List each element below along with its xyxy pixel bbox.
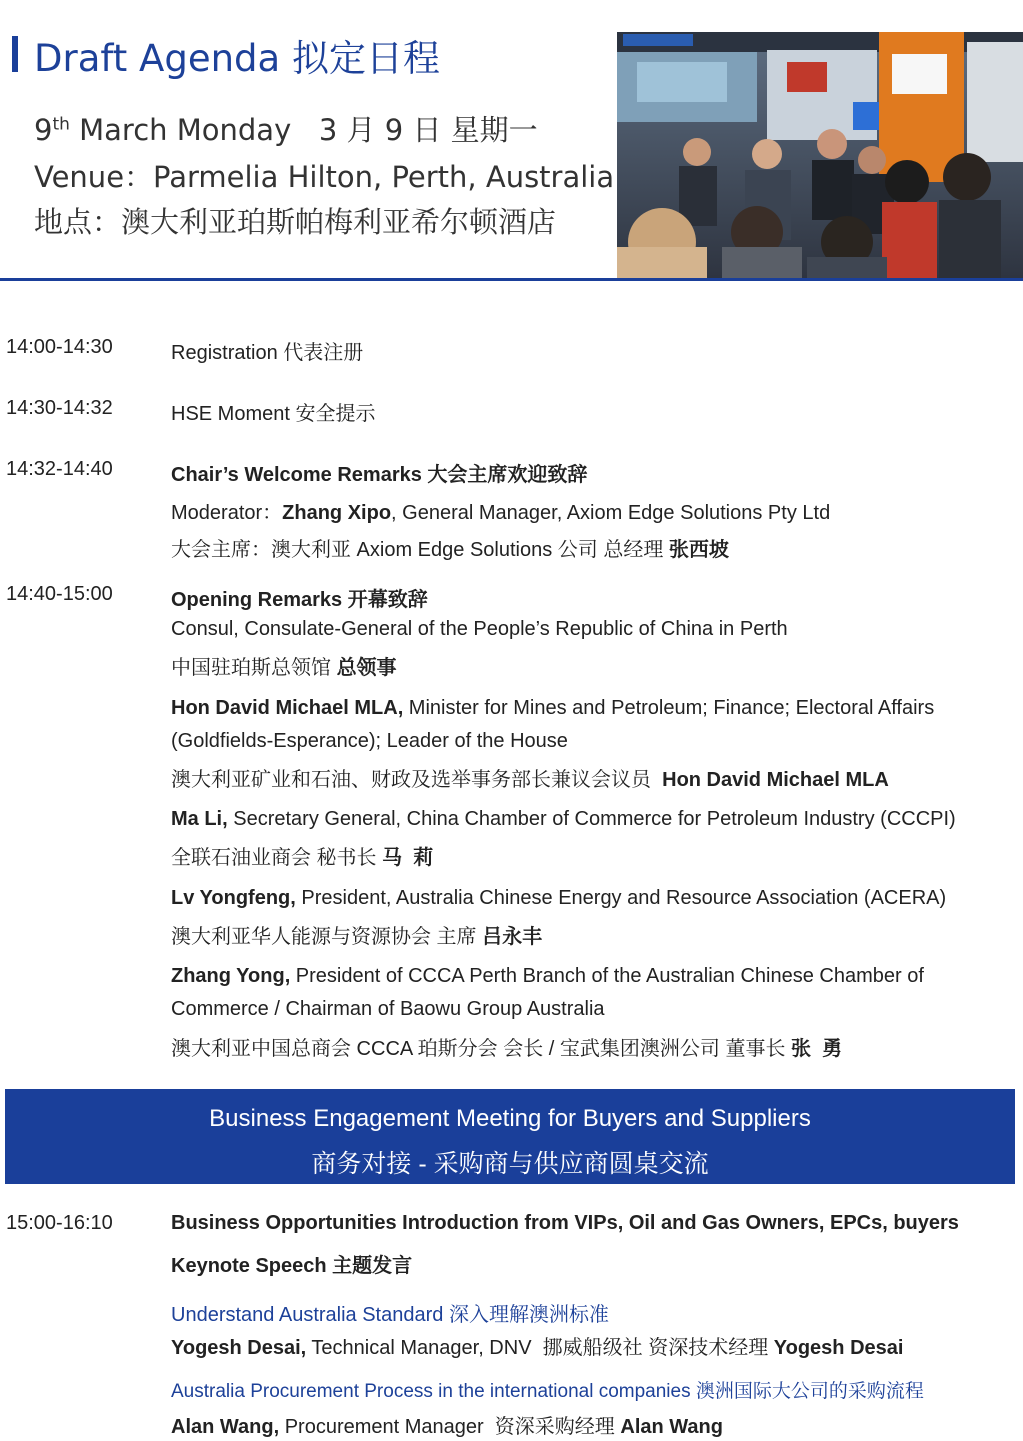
speaker-lv-cn-role: 澳大利亚华人能源与资源协会 主席 [171,926,483,948]
speaker-david-cn [171,763,889,792]
chair-moderator-en [171,496,830,525]
date-rest: March Monday 3 月 9 日 星期一 [69,113,538,147]
speaker-david-cn-name: Hon David Michael MLA [662,769,889,791]
moderator-role: , General Manager, Axiom Edge Solutions Pty Ltd [391,502,831,524]
speaker-lv-cn [171,920,542,949]
speaker-zhangyong-name: Zhang Yong, [171,965,291,987]
speaker-yogesh-name-repeat: Yogesh Desai [773,1337,904,1359]
moderator-cn-name: 张西坡 [668,539,729,561]
banner-title-cn: 商务对接 - 采购商与供应商圆桌交流 [311,1150,709,1178]
date-day: 9 [34,113,53,147]
expo-crowd-photo [617,32,1023,278]
speaker-david-cn-role: 澳大利亚矿业和石油、财政及选举事务部长兼议会议员 [171,769,663,791]
moderator-name: Zhang Xipo [282,502,392,524]
item-opening-title: Opening Remarks 开幕致辞 [171,589,428,611]
item-business-title: Business Opportunities Introduction from VIPs, Oil and Gas Owners, EPCs, buyers [171,1212,959,1234]
event-date [34,108,538,149]
speaker-mali-cn-name: 马 莉 [382,847,434,869]
time-hse: 14:30-14:32 [6,397,113,419]
item-registration: Registration 代表注册 [171,342,364,364]
speaker-alan [171,1410,723,1439]
speaker-alan-name: Alan Wang, [171,1416,280,1438]
item-chair-title: Chair’s Welcome Remarks 大会主席欢迎致辞 [171,464,588,486]
speaker-mali-role: Secretary General, China Chamber of Commerce for Petroleum Industry (CCCPI) [227,808,956,830]
speaker-zhangyong-line1 [171,965,924,988]
time-business: 15:00-16:10 [6,1212,113,1234]
speaker-lv-role: President, Australia Chinese Energy and Resource Association (ACERA) [295,887,947,909]
moderator-label: Moderator： [171,502,283,524]
speaker-zhangyong-cn-role: 澳大利亚中国总商会 CCCA 珀斯分会 会长 / 宝武集团澳洲公司 董事长 [171,1038,792,1060]
speaker-mali-cn-role: 全联石油业商会 秘书长 [171,847,383,869]
speaker-zhangyong-cn-name: 张 勇 [791,1038,843,1060]
venue-cn: 地点：澳大利亚珀斯帕梅利亚希尔顿酒店 [34,205,557,239]
topic-procurement-process: Australia Procurement Process in the international companies 澳洲国际大公司的采购流程 [171,1381,924,1402]
speaker-mali-name: Ma Li, [171,808,228,830]
speaker-yogesh [171,1331,903,1360]
speaker-yogesh-role: Technical Manager, DNV 挪威船级社 资深技术经理 [306,1337,774,1359]
speaker-lv-en [171,887,946,910]
speaker-lv-cn-name: 吕永丰 [482,926,543,948]
time-opening: 14:40-15:00 [6,583,113,605]
time-registration: 14:00-14:30 [6,336,113,358]
venue-en: Venue：Parmelia Hilton, Perth, Australia [34,160,615,194]
speaker-david-role2: (Goldfields-Esperance); Leader of the House [171,730,568,752]
consul-cn-title: 总领事 [336,657,397,679]
speaker-alan-name-repeat: Alan Wang [620,1416,723,1438]
speaker-mali-cn [171,841,433,870]
title-accent-bar [12,36,18,72]
consul-en: Consul, Consulate-General of the People’s Republic of China in Perth [171,618,788,640]
consul-cn [171,651,397,680]
speaker-mali-en [171,808,956,831]
time-chair: 14:32-14:40 [6,458,113,480]
speaker-yogesh-name: Yogesh Desai, [171,1337,307,1359]
consul-cn-org: 中国驻珀斯总领馆 [171,657,337,679]
keynote-heading: Keynote Speech 主题发言 [171,1255,413,1277]
page-title: Draft Agenda 拟定日程 [34,37,440,80]
speaker-david-name: Hon David Michael MLA, [171,697,404,719]
section-banner [5,1089,1015,1184]
banner-title-en: Business Engagement Meeting for Buyers and Suppliers [209,1105,811,1132]
speaker-lv-name: Lv Yongfeng, [171,887,296,909]
speaker-david-role1: Minister for Mines and Petroleum; Finance; Electoral Affairs [403,697,935,719]
chair-moderator-cn [171,533,729,562]
speaker-alan-role: Procurement Manager 资深采购经理 [279,1416,621,1438]
item-hse: HSE Moment 安全提示 [171,403,376,425]
moderator-cn-role: 大会主席：澳大利亚 Axiom Edge Solutions 公司 总经理 [171,539,669,561]
speaker-zhangyong-cn [171,1032,842,1061]
speaker-zhangyong-role1: President of CCCA Perth Branch of the Australian Chinese Chamber of [290,965,924,987]
speaker-zhangyong-role2: Commerce / Chairman of Baowu Group Australia [171,998,605,1020]
date-ordinal: th [52,114,70,135]
topic-australia-standard: Understand Australia Standard 深入理解澳洲标准 [171,1304,609,1326]
header-divider [0,278,1023,281]
speaker-david-line1 [171,697,934,720]
